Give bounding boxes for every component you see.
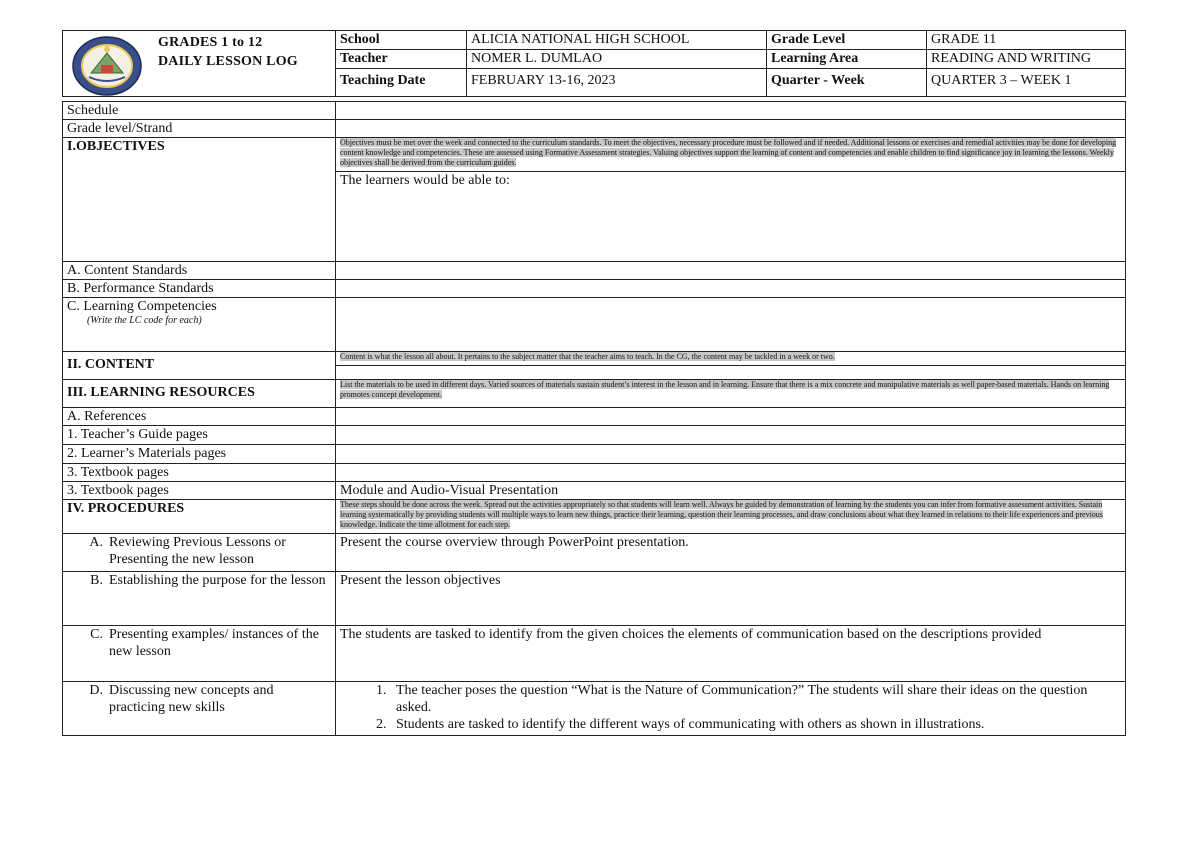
textbook-value-2: Module and Audio-Visual Presentation bbox=[336, 482, 1126, 500]
school-seal-icon bbox=[71, 35, 143, 97]
objectives-intro: The learners would be able to: bbox=[336, 172, 1126, 262]
procedure-b-cell bbox=[63, 572, 336, 626]
teacher-label: Teacher bbox=[336, 50, 467, 69]
content-note-text: Content is what the lesson all about. It pertains to the subject matter that the teacher aims to teach. In the CG, the content may be tackled in a week or two. bbox=[340, 352, 835, 361]
textbook-value-1 bbox=[336, 464, 1126, 482]
teachers-guide-label: 1. Teacher’s Guide pages bbox=[63, 426, 336, 445]
references-label: A. References bbox=[63, 408, 336, 426]
learning-area-label: Learning Area bbox=[767, 50, 927, 69]
teaching-date-value: FEBRUARY 13-16, 2023 bbox=[467, 69, 767, 97]
objectives-note-text: Objectives must be met over the week and connected to the curriculum standards. To meet the objectives, necessary procedure must be followed and if needed. Additional lessons or exercises and remedial activities may be done for developing content knowledge and competencies. These are assessed using Formative Assessment strategies. Valuing objectives support the learning of content and competencies and enable children to find significance joy in learning the lessons. Weekly objectives shall be derived from the curriculum guides. bbox=[340, 138, 1117, 167]
grade-level-value: GRADE 11 bbox=[927, 31, 1126, 50]
schedule-value bbox=[336, 102, 1126, 120]
procedures-note bbox=[336, 500, 1126, 534]
procedure-c-label: Presenting examples/ instances of the new lesson bbox=[109, 627, 319, 659]
content-note bbox=[336, 352, 1126, 366]
textbook-label-1: 3. Textbook pages bbox=[63, 464, 336, 482]
procedure-b-letter: B. bbox=[90, 573, 103, 588]
learning-competencies-cell bbox=[63, 298, 336, 352]
objectives-heading: I.OBJECTIVES bbox=[63, 138, 336, 262]
teachers-guide-value bbox=[336, 426, 1126, 445]
learning-competencies-label: C. Learning Competencies bbox=[67, 299, 217, 314]
procedure-b-value: Present the lesson objectives bbox=[336, 572, 1126, 626]
schedule-label: Schedule bbox=[63, 102, 336, 120]
quarter-week-label: Quarter - Week bbox=[767, 69, 927, 97]
procedures-note-text: These steps should be done across the week. Spread out the activities appropriately so that students will learn well. Always be guided by demonstration of learning by the students you can infer from formative assessment activities. Sustain learning systematically by providing students will multiple ways to learn new things, practice their learning, question their learning processes, and draw conclusions about what they learned in relations to their life experiences and previous knowledge. Indicate the time allotment for each step. bbox=[340, 500, 1103, 529]
lesson-log-table bbox=[62, 101, 1126, 736]
performance-standards-label: B. Performance Standards bbox=[63, 280, 336, 298]
learners-materials-value bbox=[336, 445, 1126, 464]
procedure-a-label: Reviewing Previous Lessons or Presenting the new lesson bbox=[109, 535, 286, 567]
procedure-a-cell bbox=[63, 534, 336, 572]
procedure-d-value bbox=[336, 682, 1126, 736]
school-value: ALICIA NATIONAL HIGH SCHOOL bbox=[467, 31, 767, 50]
content-heading: II. CONTENT bbox=[63, 352, 336, 380]
grade-level-label: Grade Level bbox=[767, 31, 927, 50]
grade-strand-label: Grade level/Strand bbox=[63, 120, 336, 138]
content-standards-label: A. Content Standards bbox=[63, 262, 336, 280]
title-line-1: GRADES 1 to 12 bbox=[158, 35, 263, 50]
learning-competencies-value bbox=[336, 298, 1126, 352]
procedure-a-value: Present the course overview through PowerPoint presentation. bbox=[336, 534, 1126, 572]
list-item: 1. The teacher poses the question “What is the Nature of Communication?” The students will share their ideas on the question asked. bbox=[390, 682, 1121, 716]
quarter-week-value: QUARTER 3 – WEEK 1 bbox=[927, 69, 1126, 97]
textbook-label-2: 3. Textbook pages bbox=[63, 482, 336, 500]
resources-note-text: List the materials to be used in different days. Varied sources of materials sustain student’s interest in the lesson and in learning. Ensure that there is a mix concrete and manipulative materials as well paper-based materials. Hands on learning promotes concept development. bbox=[340, 380, 1110, 399]
procedure-c-letter: C. bbox=[90, 627, 103, 642]
resources-heading: III. LEARNING RESOURCES bbox=[63, 380, 336, 408]
page-title bbox=[158, 33, 298, 71]
learning-competencies-sub: (Write the LC code for each) bbox=[87, 315, 202, 326]
procedure-d-cell bbox=[63, 682, 336, 736]
list-item: 2. Students are tasked to identify the different ways of communicating with others as shown in illustrations. bbox=[390, 716, 1121, 733]
procedures-heading: IV. PROCEDURES bbox=[63, 500, 336, 534]
logo-title-cell bbox=[63, 31, 336, 97]
learners-materials-label: 2. Learner’s Materials pages bbox=[63, 445, 336, 464]
school-label: School bbox=[336, 31, 467, 50]
teacher-value: NOMER L. DUMLAO bbox=[467, 50, 767, 69]
procedure-c-value: The students are tasked to identify from the given choices the elements of communication based on the descriptions provided bbox=[336, 626, 1126, 682]
title-line-2: DAILY LESSON LOG bbox=[158, 54, 298, 69]
objectives-note bbox=[336, 138, 1126, 172]
performance-standards-value bbox=[336, 280, 1126, 298]
procedure-d-label: Discussing new concepts and practicing new skills bbox=[109, 683, 274, 715]
procedure-d-list bbox=[340, 682, 1121, 733]
procedure-a-letter: A. bbox=[89, 535, 103, 550]
grade-strand-value bbox=[336, 120, 1126, 138]
teaching-date-label: Teaching Date bbox=[336, 69, 467, 97]
procedure-c-cell bbox=[63, 626, 336, 682]
content-standards-value bbox=[336, 262, 1126, 280]
header-table bbox=[62, 30, 1126, 97]
learning-area-value: READING AND WRITING bbox=[927, 50, 1126, 69]
content-value bbox=[336, 366, 1126, 380]
resources-note bbox=[336, 380, 1126, 408]
procedure-d-letter: D. bbox=[89, 683, 103, 698]
procedure-b-label: Establishing the purpose for the lesson bbox=[109, 573, 326, 588]
references-value bbox=[336, 408, 1126, 426]
